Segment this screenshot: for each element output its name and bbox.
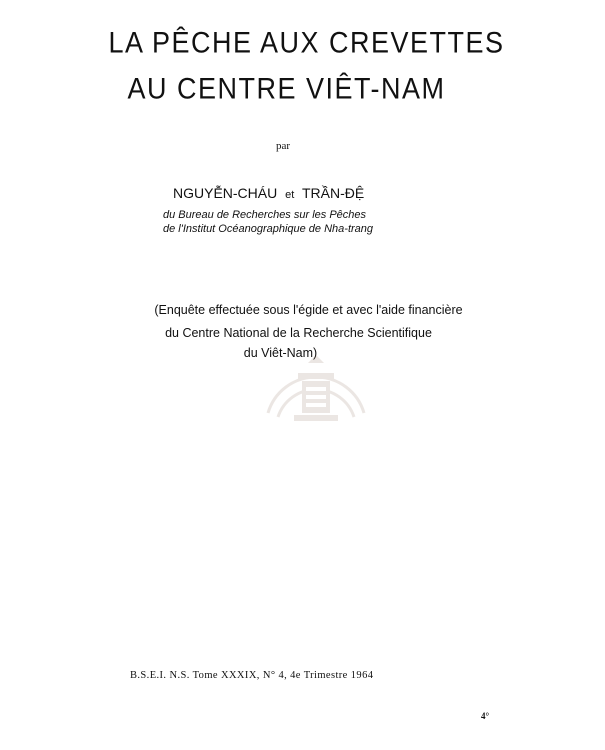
affiliation-line-2: de l'Institut Océanographique de Nha-trang xyxy=(163,223,374,235)
page-number: 4° xyxy=(481,711,490,721)
citation-footer: B.S.E.I. N.S. Tome XXXIX, N° 4, 4e Trimestre 1964 xyxy=(130,670,374,681)
author-conjunction: et xyxy=(285,189,295,201)
authors-line xyxy=(173,185,364,201)
byline-par: par xyxy=(276,140,291,152)
note-line-2: du Centre National de la Recherche Scientifique xyxy=(165,326,432,340)
note-line-3: du Viêt-Nam) xyxy=(243,346,318,360)
author-1: NGUYỄN-CHÁU xyxy=(173,185,278,201)
affiliation-line-1: du Bureau de Recherches sur les Pêches xyxy=(163,209,367,221)
title-line-2: AU CENTRE VIÊT-NAM xyxy=(127,72,446,106)
title-line-1: LA PÊCHE AUX CREVETTES xyxy=(108,26,505,60)
author-2: TRẦN-ĐỆ xyxy=(301,185,365,201)
library-seal-icon xyxy=(256,335,376,435)
note-line-1: (Enquête effectuée sous l'égide et avec l'aide financière xyxy=(154,303,463,317)
